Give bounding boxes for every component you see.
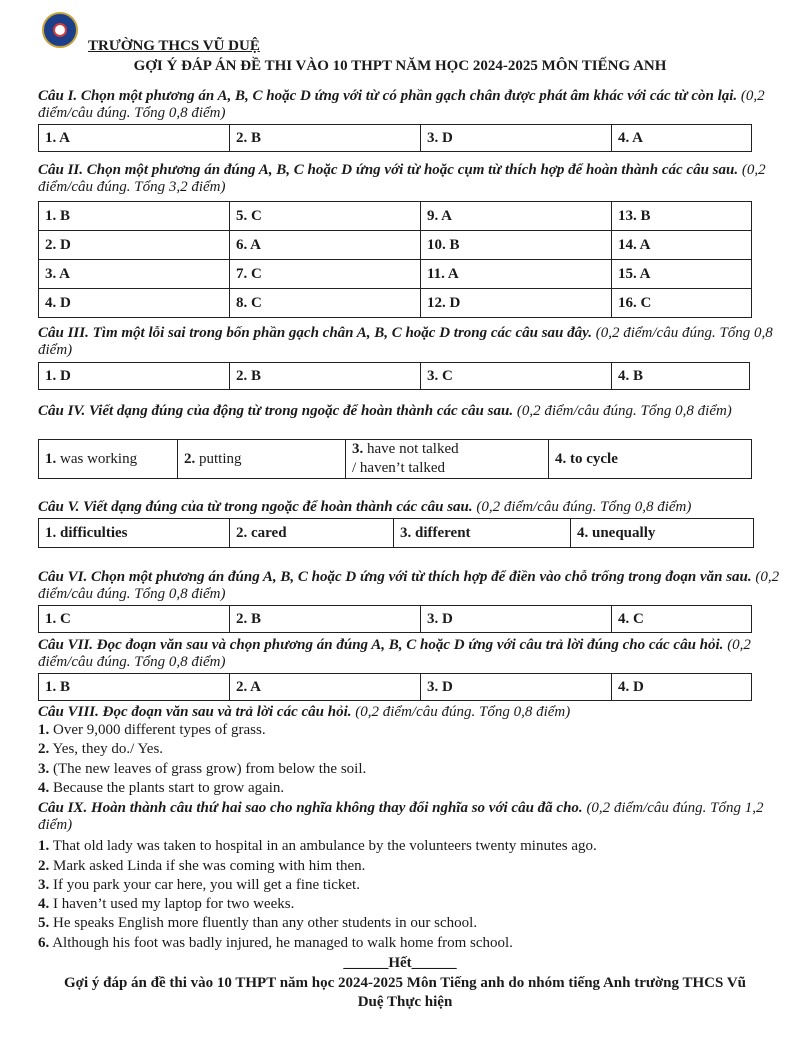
question-8-title: Câu VIII. Đọc đoạn văn sau và trả lời các câu hỏi. — [38, 704, 352, 720]
answer-cell: 4. C — [612, 606, 752, 633]
question-5-note: (0,2 điểm/câu đúng. Tổng 0,8 điểm) — [476, 499, 692, 515]
question-4-answers — [38, 439, 752, 479]
answer-cell: 1. difficulties — [39, 519, 230, 548]
answer-cell: 7. C — [230, 260, 421, 289]
footer-credit: Gợi ý đáp án đề thi vào 10 THPT năm học 2024-2025 Môn Tiếng anh do nhóm tiếng Anh trường THCS Vũ Duệ Thực hiện — [63, 975, 747, 1010]
answer-line: 3. If you park your car here, you will get a fine ticket. — [38, 877, 360, 893]
question-7-note: (0,2 điểm/câu đúng. Tổng 0,8 điểm) — [38, 637, 751, 670]
question-9-title: Câu IX. Hoàn thành câu thứ hai sao cho nghĩa không thay đổi nghĩa so với câu đã cho. — [38, 800, 583, 816]
answer-line: 4. Because the plants start to grow again. — [38, 780, 285, 796]
end-mark: ______Hết______ — [343, 955, 457, 971]
answer-cell: 8. C — [230, 289, 421, 318]
answer-line: 4. I haven’t used my laptop for two weeks. — [38, 896, 295, 912]
answer-cell: 2. cared — [230, 519, 394, 548]
question-8-heading — [38, 704, 780, 721]
answer-cell: 9. A — [421, 202, 612, 231]
answer-cell: 13. B — [612, 202, 752, 231]
question-1-title: Câu I. Chọn một phương án A, B, C hoặc D ứng với từ có phần gạch chân được phát âm khác với các từ còn lại. — [38, 88, 738, 104]
school-name: TRƯỜNG THCS VŨ DUỆ — [88, 38, 260, 54]
answer-cell: 3. D — [421, 125, 612, 152]
question-4-note: (0,2 điểm/câu đúng. Tổng 0,8 điểm) — [516, 403, 732, 419]
answer-cell: 1. B — [39, 674, 230, 701]
answer-cell: 4. unequally — [571, 519, 754, 548]
question-3-heading — [38, 325, 780, 359]
question-9-note: (0,2 điểm/câu đúng. Tổng 1,2 điểm) — [38, 800, 764, 833]
answer-line: 1. That old lady was taken to hospital in an ambulance by the volunteers twenty minutes ago. — [38, 838, 597, 854]
question-7-title: Câu VII. Đọc đoạn văn sau và chọn phương án đúng A, B, C hoặc D ứng với câu trả lời đúng cho các câu hỏi. — [38, 637, 724, 653]
answer-cell: 4. B — [612, 363, 750, 390]
page-title: GỢI Ý ĐÁP ÁN ĐỀ THI VÀO 10 THPT NĂM HỌC 2024-2025 MÔN TIẾNG ANH — [133, 58, 667, 74]
answer-cell: 15. A — [612, 260, 752, 289]
question-7-heading — [38, 637, 780, 671]
question-2-heading — [38, 162, 780, 196]
answer-cell: 4. D — [39, 289, 230, 318]
answer-line: 6. Although his foot was badly injured, he managed to walk home from school. — [38, 935, 513, 951]
question-5-heading — [38, 499, 780, 516]
answer-cell: 1. D — [39, 363, 230, 390]
question-6-heading — [38, 569, 780, 603]
question-7-answers — [38, 673, 752, 701]
answer-line: 2. Mark asked Linda if she was coming with him then. — [38, 858, 366, 874]
answer-line: 5. He speaks English more fluently than any other students in our school. — [38, 915, 478, 931]
question-2-note: (0,2 điểm/câu đúng. Tổng 3,2 điểm) — [38, 162, 766, 195]
answer-cell: 1. was working — [39, 440, 178, 479]
answer-line: 1. Over 9,000 different types of grass. — [38, 722, 266, 738]
answer-line: 2. Yes, they do./ Yes. — [38, 741, 164, 757]
question-6-note: (0,2 điểm/câu đúng. Tổng 0,8 điểm) — [38, 569, 780, 602]
question-1-heading — [38, 88, 780, 122]
answer-cell: 3. C — [421, 363, 612, 390]
question-6-title: Câu VI. Chọn một phương án đúng A, B, C hoặc D ứng với từ thích hợp để điền vào chỗ trống trong đoạn văn sau. — [38, 569, 752, 585]
answer-cell: 2. A — [230, 674, 421, 701]
question-3-answers — [38, 362, 750, 390]
answer-cell: 2. putting — [178, 440, 346, 479]
question-4-title: Câu IV. Viết dạng đúng của động từ trong ngoặc để hoàn thành các câu sau. — [38, 403, 514, 419]
question-5-answers — [38, 518, 754, 548]
question-1-answers — [38, 124, 752, 152]
answer-cell: 4. D — [612, 674, 752, 701]
question-5-title: Câu V. Viết dạng đúng của từ trong ngoặc để hoàn thành các câu sau. — [38, 499, 473, 515]
answer-cell: 3. D — [421, 674, 612, 701]
answer-cell: 11. A — [421, 260, 612, 289]
answer-cell: 1. C — [39, 606, 230, 633]
answer-cell: 3. A — [39, 260, 230, 289]
answer-cell: 3. different — [394, 519, 571, 548]
school-logo — [42, 12, 78, 48]
answer-cell: 2. D — [39, 231, 230, 260]
answer-cell: 2. B — [230, 606, 421, 633]
answer-cell: 3. D — [421, 606, 612, 633]
answer-cell: 1. B — [39, 202, 230, 231]
question-9-heading — [38, 800, 780, 834]
question-1-note: (0,2 điểm/câu đúng. Tổng 0,8 điểm) — [38, 88, 765, 121]
question-3-title: Câu III. Tìm một lỗi sai trong bốn phần gạch chân A, B, C hoặc D trong các câu sau đây. — [38, 325, 592, 341]
answer-cell: 12. D — [421, 289, 612, 318]
answer-cell: 6. A — [230, 231, 421, 260]
answer-cell: 4. A — [612, 125, 752, 152]
answer-cell: 1. A — [39, 125, 230, 152]
answer-cell: 14. A — [612, 231, 752, 260]
question-8-note: (0,2 điểm/câu đúng. Tổng 0,8 điểm) — [355, 704, 571, 720]
answer-cell: 2. B — [230, 125, 421, 152]
question-2-answers — [38, 201, 752, 318]
question-2-title: Câu II. Chọn một phương án đúng A, B, C hoặc D ứng với từ hoặc cụm từ thích hợp để hoàn thành các câu sau. — [38, 162, 739, 178]
question-4-heading — [38, 403, 780, 420]
answer-cell: 2. B — [230, 363, 421, 390]
answer-cell: 5. C — [230, 202, 421, 231]
answer-cell: 4. to cycle — [549, 440, 752, 479]
question-6-answers — [38, 605, 752, 633]
answer-line: 3. (The new leaves of grass grow) from below the soil. — [38, 761, 367, 777]
answer-cell: 16. C — [612, 289, 752, 318]
answer-cell: 3. have not talked / haven’t talked — [346, 440, 549, 479]
answer-cell: 10. B — [421, 231, 612, 260]
question-3-note: (0,2 điểm/câu đúng. Tổng 0,8 điểm) — [38, 325, 773, 358]
